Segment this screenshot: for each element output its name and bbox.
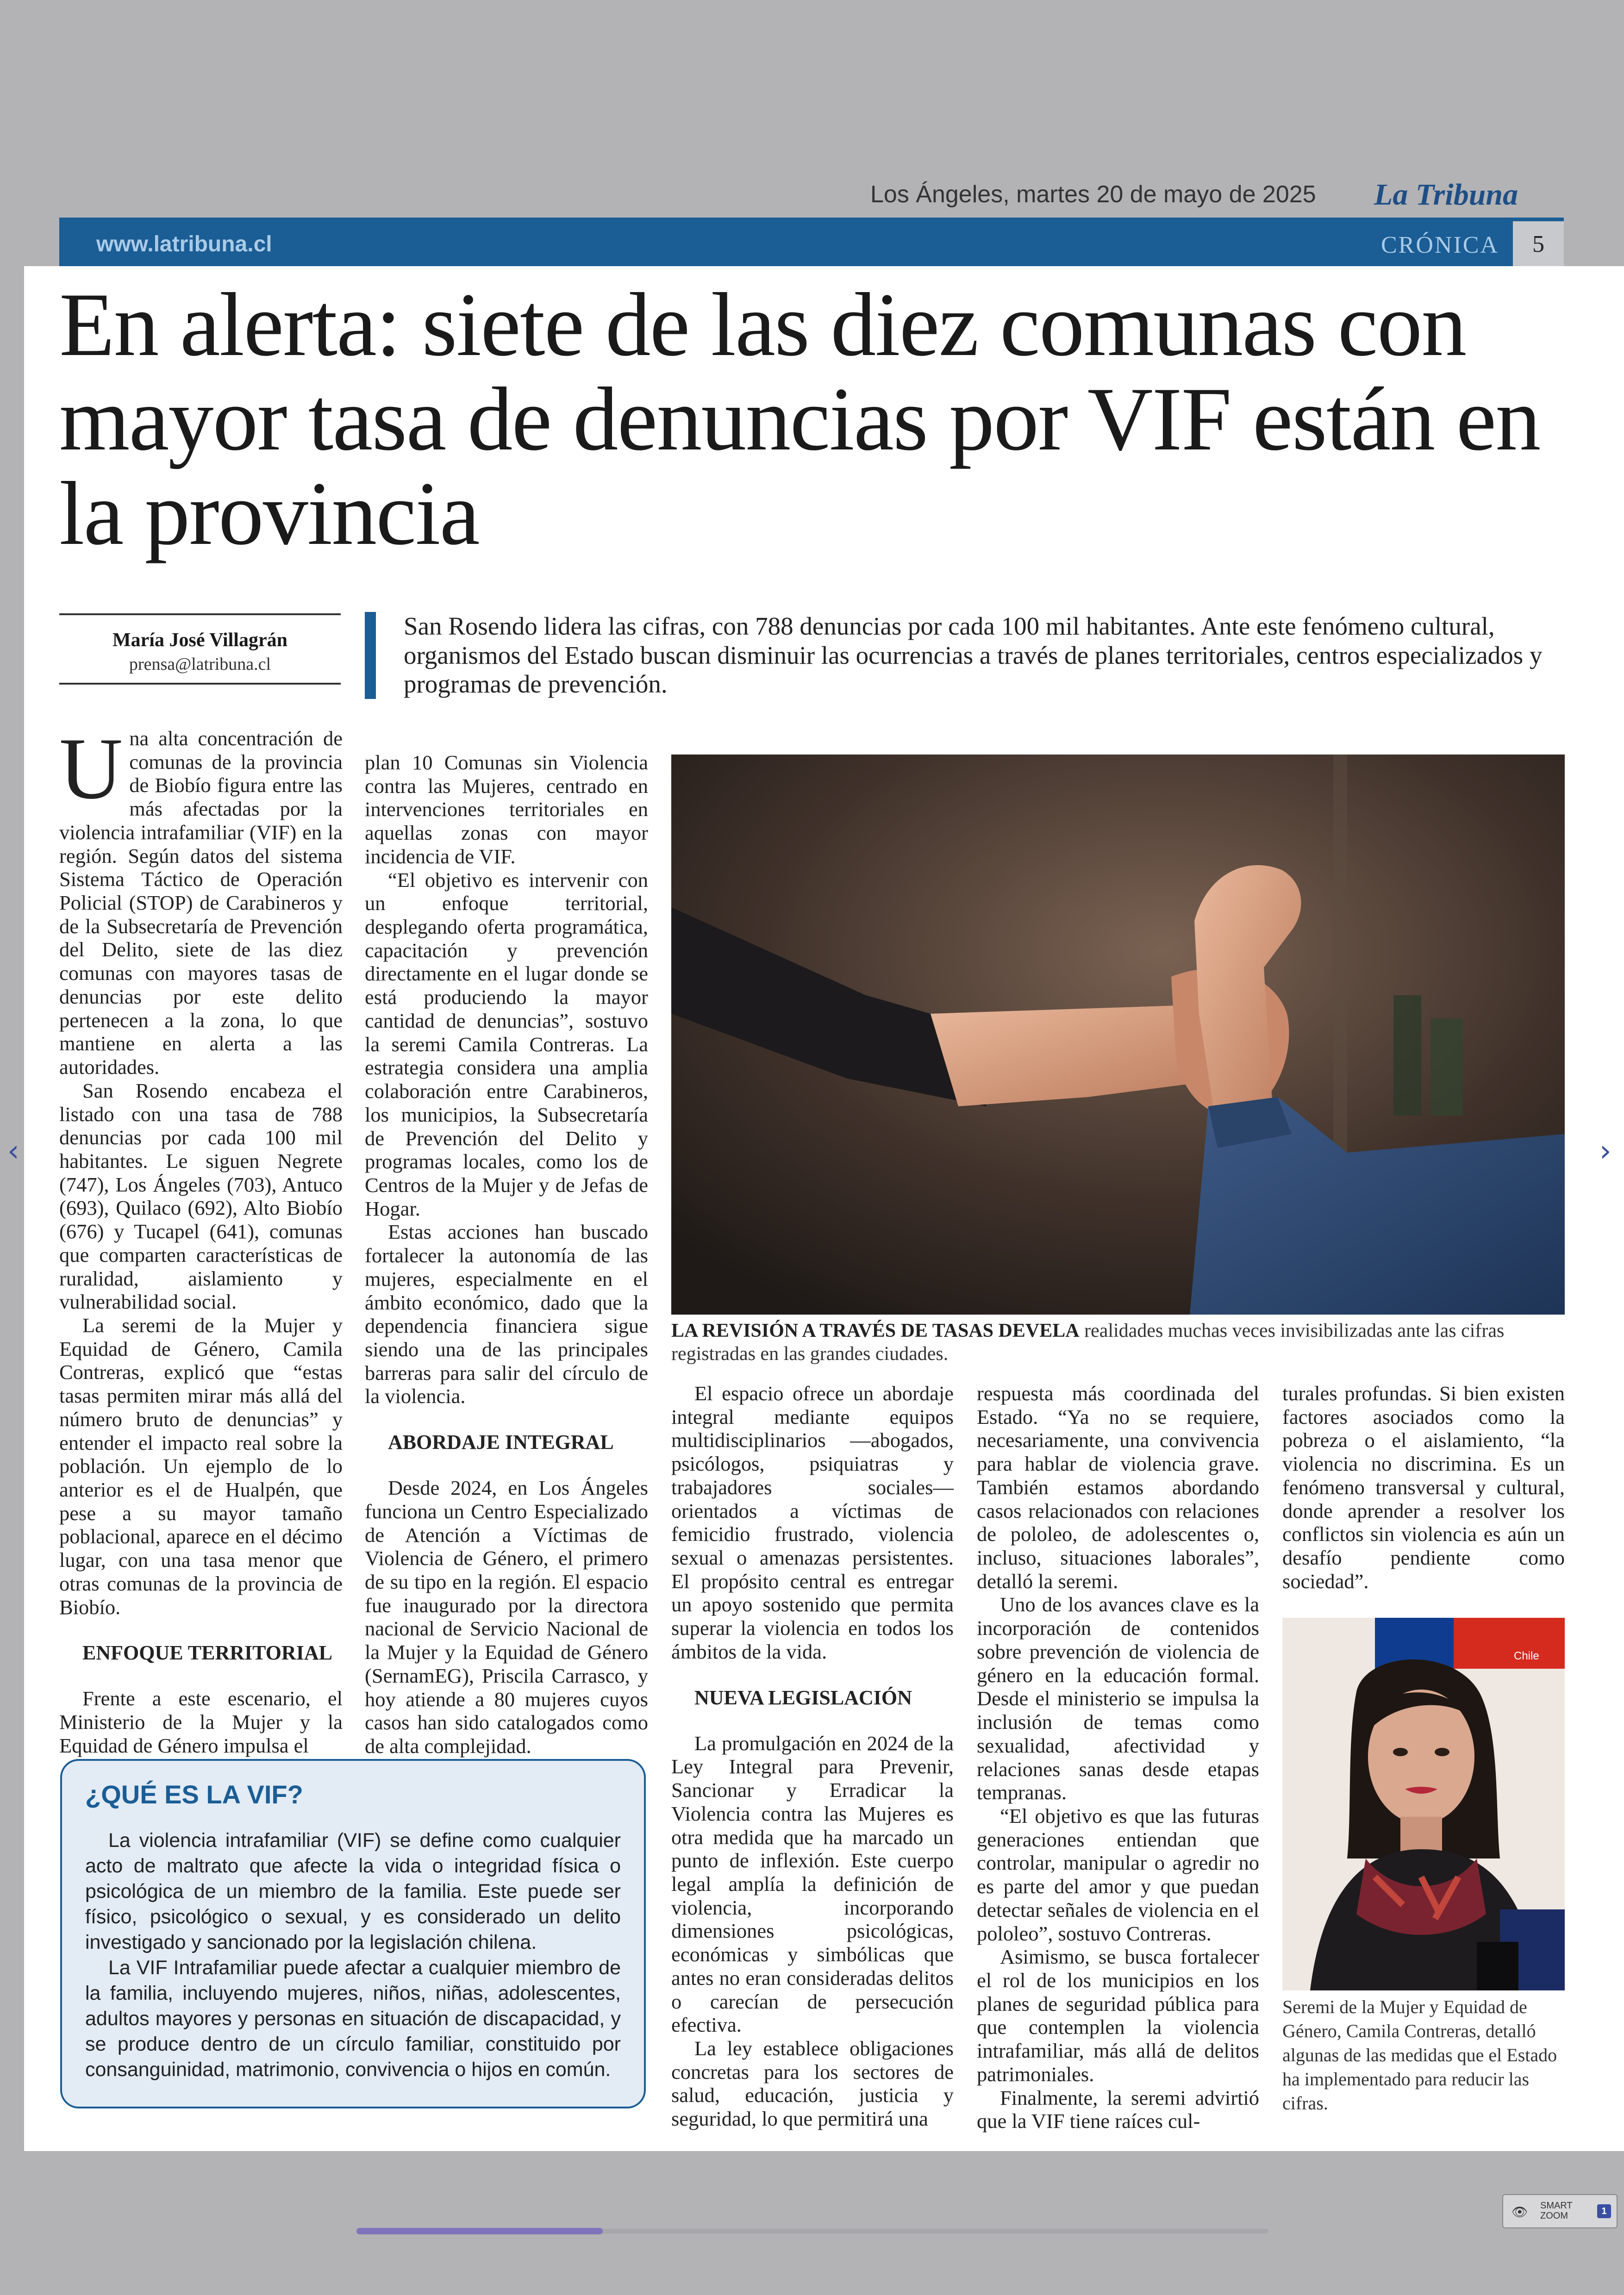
paragraph: Frente a este escenario, el Ministerio de la Mujer y la Equidad de Género impulsa el xyxy=(59,1687,343,1757)
paragraph: “El objetivo es intervenir con un enfoque territorial, desplegando oferta programática, capacitación y prevención directamente en el lugar donde se está produciendo la mayor cantidad de denuncias”, sostuvo la seremi Camila Contreras. La estrategia considera una amplia colaboración entre Carabineros, los municipios, la Subsecretaría de Prevención del Delito y programas locales, como los de Centros de la Mujer y de Jefas de Hogar. xyxy=(365,868,648,1220)
portrait-photo xyxy=(1282,1618,1565,1990)
paragraph: La promulgación en 2024 de la Ley Integral para Prevenir, Sancionar y Erradicar la Violencia contra las Mujeres es otra medida que ha marcado un punto de inflexión. Este cuerpo legal amplía la definición de violencia, incorporando dimensiones psicológicas, económicas y simbólicas que antes no eran consideradas delitos o carecían de persecución efectiva. xyxy=(671,1731,954,2037)
author-name: María José Villagrán xyxy=(112,630,287,651)
paragraph: El espacio ofrece un abordaje integral mediante equipos multidisciplinarios —abogados, psicólogos, psiquiatras y trabajadores sociales— orientados a víctimas de femicidio frustrado, violencia sexual o amenazas persistentes. El propósito central es entregar un apoyo sostenido que permita superar la violencia en todos los ámbitos de la vida. xyxy=(671,1382,954,1663)
subheading: NUEVA LEGISLACIÓN xyxy=(694,1686,912,1709)
article-column-4 xyxy=(977,1382,1259,2133)
site-url[interactable]: www.latribuna.cl xyxy=(96,232,272,256)
paragraph: Finalmente, la seremi advirtió que la VIF tiene raíces cul- xyxy=(977,2086,1259,2133)
section-bar xyxy=(59,218,1564,268)
article-column-5 xyxy=(1282,1382,1565,1593)
lead-paragraph: San Rosendo lidera las cifras, con 788 denuncias por cada 100 mil habitantes. Ante este fenómeno cultural, organismos del Estado buscan disminuir las ocurrencias a través de planes territoriales, centros especializados y programas de prevención. xyxy=(365,612,1598,699)
dateline: Los Ángeles, martes 20 de mayo de 2025 xyxy=(870,181,1316,208)
paragraph: Desde 2024, en Los Ángeles funciona un Centro Especializado de Atención a Víctimas de Violencia de Género, el primero de su tipo en la región. El espacio fue inaugurado por la directora nacional de Servicio Nacional de la Mujer y la Equidad de Género (SernamEG), Priscila Carrasco, y hoy atiende a 80 mujeres cuyos casos han sido catalogados como de alta complejidad. xyxy=(365,1476,648,1758)
article-column-1 xyxy=(59,720,343,1757)
smart-zoom-label: SMART ZOOM xyxy=(1540,2201,1573,2221)
author-email[interactable]: prensa@latribuna.cl xyxy=(129,655,271,674)
info-box-paragraph: La VIF Intrafamiliar puede afectar a cualquier miembro de la familia, incluyendo mujeres, niños, niñas, adolescentes, adultos mayores y personas en situación de discapacidad, y se produce dentro de un círculo familiar, constituido por consanguinidad, matrimonio, convivencia o hijos en común. xyxy=(85,1957,621,2081)
scrollbar-thumb[interactable] xyxy=(356,2228,603,2234)
next-page-icon[interactable]: › xyxy=(1599,1134,1612,1168)
newspaper-logo: La Tribuna xyxy=(1374,178,1518,212)
banner-text: Chile xyxy=(1514,1650,1539,1662)
portrait-caption: Seremi de la Mujer y Equidad de Género, Camila Contreras, detalló algunas de las medidas que el Estado ha implementado para reducir las cifras. xyxy=(1282,1996,1557,2114)
eye-icon: 👁 xyxy=(1512,2204,1528,2220)
portrait-illustration xyxy=(1282,1618,1565,1990)
hands-grabbing-wrist-photo xyxy=(671,755,1565,1315)
paragraph: “El objetivo es que las futuras generaciones entiendan que controlar, manipular o agredir no es parte del amor y que puedan detectar señales de violencia en el pololeo”, sostuvo Contreras. xyxy=(977,1804,1259,1945)
paragraph: respuesta más coordinada del Estado. “Ya no se requiere, necesariamente, una convivencia para hablar de violencia grave. También estamos abordando casos relacionados con relaciones de pololeo, de adolescentes o, incluso, situaciones laborales”, detalló la seremi. xyxy=(977,1382,1259,1593)
subheading: ABORDAJE INTEGRAL xyxy=(388,1431,614,1454)
photo-caption: LA REVISIÓN A TRAVÉS DE TASAS DEVELA realidades muchas veces invisibilizadas ante las cifras registradas en las grandes ciudades. xyxy=(671,1320,1505,1365)
paragraph: plan 10 Comunas sin Violencia contra las Mujeres, centrado en intervenciones territoriales en aquellas zonas con mayor incidencia de VIF. xyxy=(365,751,648,868)
article-column-3 xyxy=(671,1382,954,2131)
drop-cap: U xyxy=(59,720,123,817)
subheading: ENFOQUE TERRITORIAL xyxy=(82,1641,332,1665)
previous-page-icon[interactable]: ‹ xyxy=(7,1134,19,1168)
byline xyxy=(59,613,341,685)
info-box-title: ¿QUÉ ES LA VIF? xyxy=(85,1780,303,1809)
smart-zoom-count: 1 xyxy=(1597,2204,1611,2218)
paragraph: Uno de los avances clave es la incorporación de contenidos sobre prevención de violencia de género en la educación formal. Desde el ministerio se impulsa la inclusión de temas como sexualidad, afectividad y relaciones sanas desde etapas tempranas. xyxy=(977,1593,1259,1804)
paragraph: La seremi de la Mujer y Equidad de Género, Camila Contreras, explicó que “estas tasas permiten mirar más allá del número bruto de denuncias” y entender el impacto real sobre la población. Un ejemplo de lo anterior es el de Hualpén, que pese a su mayor tamaño poblacional, aparece en el décimo lugar, con una tasa menor que otras comunas de la provincia de Biobío. xyxy=(59,1313,343,1619)
info-box-paragraph: La violencia intrafamiliar (VIF) se define como cualquier acto de maltrato que afecte la vida o integridad física o psicológica de un miembro de la familia. Este puede ser físico, psicológico o sexual, y es considerado un delito investigado y sancionado por la legislación chilena. xyxy=(85,1829,621,1954)
article-column-2 xyxy=(365,751,648,1758)
paragraph: Una alta concentración de comunas de la provincia de Biobío figura entre las más afectadas por la violencia intrafamiliar (VIF) en la región. Según datos del sistema Sistema Táctico de Operación Policial (STOP) de Carabineros y de la Subsecretaría de Prevención del Delito, siete de las diez comunas con mayores tasas de denuncias por este delito pertenecen a la zona, lo que mantiene en alerta a las autoridades. xyxy=(59,720,343,1079)
paragraph: Asimismo, se busca fortalecer el rol de los municipios en los planes de seguridad pública para que contemplen la violencia intrafamiliar, más allá de delitos patrimoniales. xyxy=(977,1945,1259,2086)
photo-illustration xyxy=(671,755,1565,1315)
page-number: 5 xyxy=(1513,221,1564,268)
paragraph: turales profundas. Si bien existen factores asociados como la pobreza o el aislamiento, “la violencia no discrimina. Es un fenómeno transversal y cultural, donde aprender a resolver los conflictos sin violencia es aún un desafío pendiente como sociedad”. xyxy=(1282,1382,1565,1593)
paragraph: La ley establece obligaciones concretas para los sectores de salud, educación, justicia y seguridad, lo que permitirá una xyxy=(671,2036,954,2131)
headline: En alerta: siete de las diez comunas con mayor tasa de denuncias por VIF están en la provincia xyxy=(59,274,1540,564)
vif-info-box xyxy=(60,1759,646,2108)
paragraph: San Rosendo encabeza el listado con una tasa de 788 denuncias por cada 100 mil habitantes. Le siguen Negrete (747), Los Ángeles (703), Antuco (693), Quilaco (692), Alto Biobío (676) y Tucapel (641), comunas que comparten características de ruralidad, aislamiento y vulnerabilidad social. xyxy=(59,1079,343,1314)
paragraph: Estas acciones han buscado fortalecer la autonomía de las mujeres, especialmente en el ámbito económico, dado que la dependencia financiera sigue siendo una de las principales barreras para salir del círculo de la violencia. xyxy=(365,1220,648,1408)
smart-zoom-button[interactable] xyxy=(1502,2194,1618,2228)
section-name: CRÓNICA xyxy=(1380,232,1499,258)
